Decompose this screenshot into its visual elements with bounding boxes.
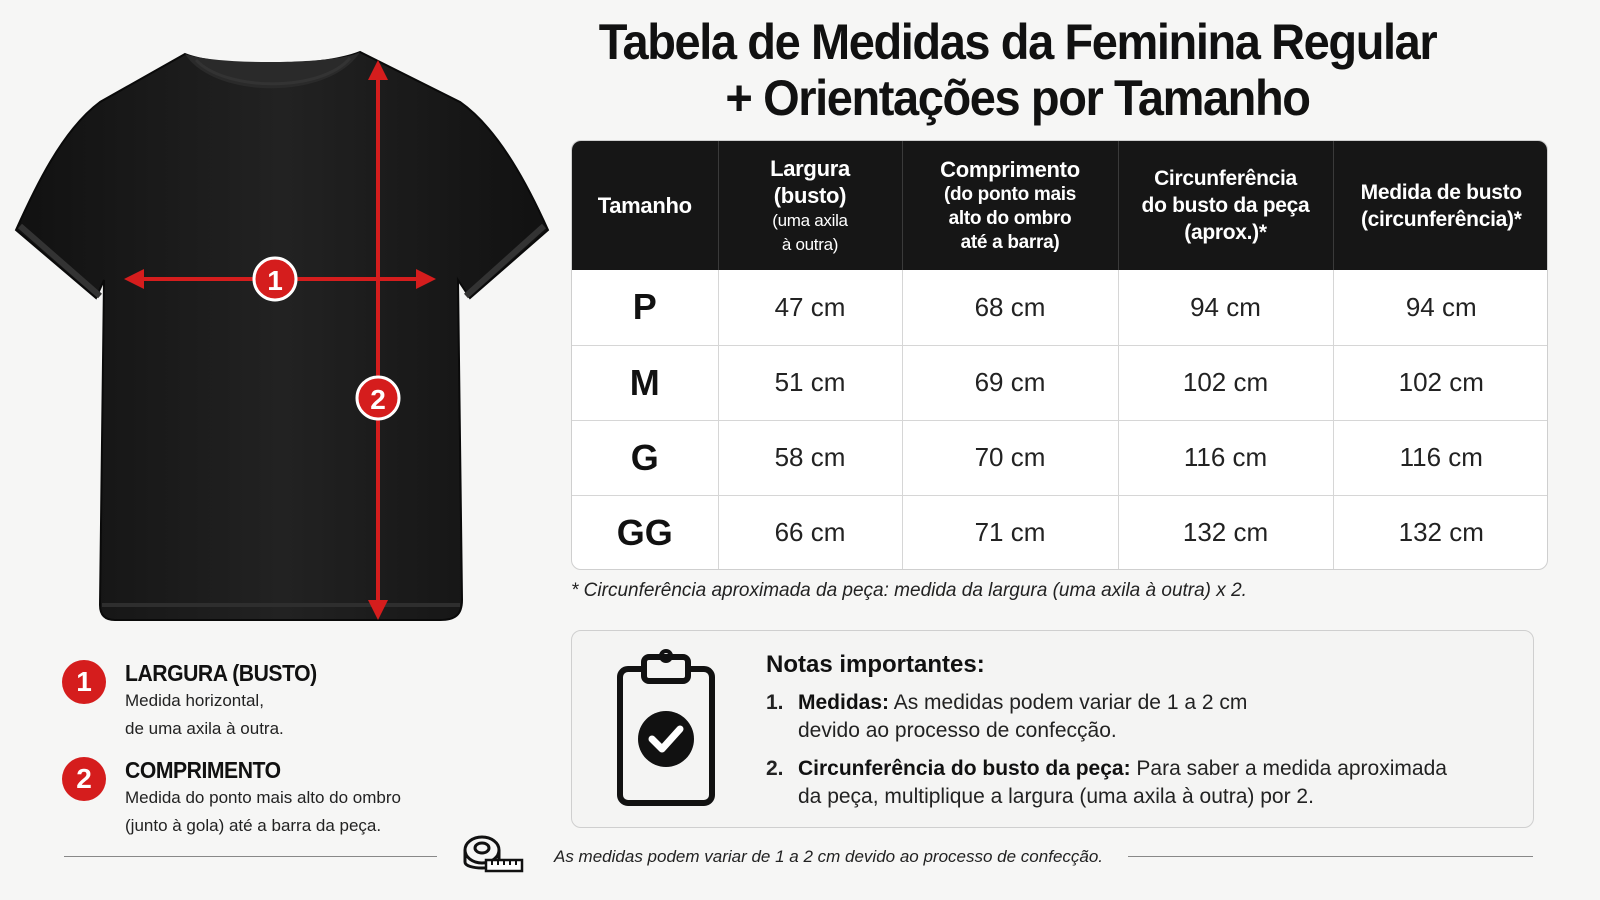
legend-desc-1 xyxy=(125,687,505,743)
tshirt-illustration xyxy=(0,40,570,640)
cell-width: 51 cm xyxy=(718,345,902,420)
notes-title: Notas importantes: xyxy=(766,651,985,678)
cell-width: 47 cm xyxy=(718,270,902,345)
legend-badge-2: 2 xyxy=(62,757,106,801)
header-size: Tamanho xyxy=(572,141,718,270)
legend-desc-2-line1: Medida do ponto mais alto do ombro xyxy=(125,788,401,807)
legend-badge-1: 1 xyxy=(62,660,106,704)
tshirt-body xyxy=(16,52,548,620)
legend-title-2: COMPRIMENTO xyxy=(125,757,281,783)
title-line-2: + Orientações por Tamanho xyxy=(725,70,1310,126)
cell-bust: 94 cm xyxy=(1405,291,1477,322)
cell-length: 71 cm xyxy=(902,495,1118,570)
notes-box xyxy=(571,630,1534,828)
header-length: Comprimento (do ponto mais alto do ombro até a barra) xyxy=(902,141,1118,270)
size-table-grid xyxy=(572,141,1548,570)
clipboard-check-icon xyxy=(616,647,716,807)
cell-length: 68 cm xyxy=(902,270,1118,345)
note-item-1 xyxy=(766,689,1506,745)
divider-left xyxy=(64,856,437,857)
tshirt-svg xyxy=(0,40,570,640)
cell-bust: 116 cm xyxy=(1333,420,1548,495)
header-circumference: Circunferência do busto da peça (aprox.)* xyxy=(1118,141,1333,270)
cell-size: P xyxy=(572,270,718,345)
table-footnote: * Circunferência aproximada da peça: medida da largura (uma axila à outra) x 2. xyxy=(571,580,1247,601)
legend-desc-1-line1: Medida horizontal, xyxy=(125,691,264,710)
marker-2: 2 xyxy=(370,384,386,415)
legend-desc-2 xyxy=(125,784,505,840)
cell-size: M xyxy=(572,345,718,420)
table-row xyxy=(572,420,1548,495)
table-row xyxy=(572,345,1548,420)
cell-bust: 132 cm xyxy=(1333,495,1548,570)
title-line-1: Tabela de Medidas da Feminina Regular xyxy=(598,14,1437,70)
cell-circumference: 102 cm xyxy=(1118,345,1333,420)
cell-circumference: 116 cm xyxy=(1118,420,1333,495)
legend-desc-1-line2: de uma axila à outra. xyxy=(125,719,284,738)
cell-length: 70 cm xyxy=(902,420,1118,495)
header-width: Largura (busto) (uma axila à outra) xyxy=(718,141,902,270)
legend-title-1: LARGURA (BUSTO) xyxy=(125,660,317,686)
size-table xyxy=(571,140,1548,570)
note-number-2: 2. xyxy=(766,757,784,780)
note-text-2: Circunferência do busto da peça: Para saber a medida aproximada da peça, multiplique a largura (uma axila à outra) por 2. xyxy=(798,757,1447,808)
divider-right xyxy=(1128,856,1533,857)
bottom-note: As medidas podem variar de 1 a 2 cm devido ao processo de confecção. xyxy=(554,847,1104,866)
header-bust: Medida de busto (circunferência)* xyxy=(1333,141,1548,270)
cell-size: G xyxy=(572,420,718,495)
note-text-1: Medidas: As medidas podem variar de 1 a 2 cm devido ao processo de confecção. xyxy=(798,691,1248,742)
marker-1: 1 xyxy=(267,265,283,296)
legend-desc-2-line2: (junto à gola) até a barra da peça. xyxy=(125,816,382,835)
cell-circumference: 132 cm xyxy=(1118,495,1333,570)
cell-bust: 102 cm xyxy=(1333,345,1548,420)
cell-circumference: 94 cm xyxy=(1118,270,1333,345)
table-row xyxy=(572,270,1548,345)
measuring-tape-icon xyxy=(462,832,524,876)
cell-size: GG xyxy=(572,495,718,570)
cell-length: 69 cm xyxy=(902,345,1118,420)
table-header-row xyxy=(572,141,1548,270)
table-row xyxy=(572,495,1548,570)
cell-width: 66 cm xyxy=(718,495,902,570)
page-title xyxy=(592,14,1443,126)
note-number-1: 1. xyxy=(766,691,784,714)
cell-width: 58 cm xyxy=(718,420,902,495)
note-item-2 xyxy=(766,755,1506,811)
